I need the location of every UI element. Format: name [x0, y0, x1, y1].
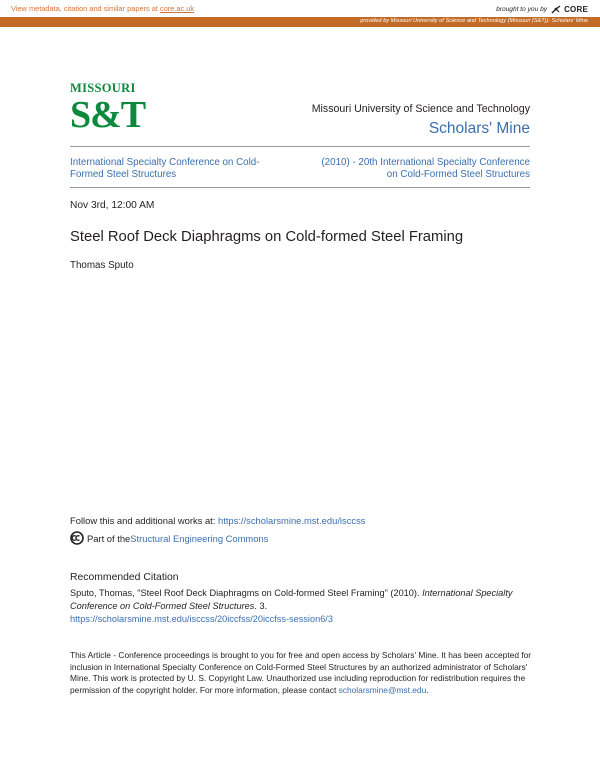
follow-text: Follow this and additional works at:	[70, 515, 218, 526]
logo-st-text: S&T	[70, 94, 146, 136]
core-logo-icon	[550, 4, 562, 14]
core-provided-bar	[0, 17, 600, 27]
core-view-text: View metadata, citation and similar papers at	[11, 4, 160, 13]
collection-link-left[interactable]	[70, 157, 290, 181]
notice-end: .	[426, 684, 429, 695]
creative-commons-icon	[70, 531, 84, 545]
paper-author: Thomas Sputo	[70, 260, 134, 271]
collection-right-line1: (2010) - 20th International Specialty Conference	[321, 157, 530, 168]
follow-line	[70, 515, 365, 526]
part-of-text: Part of the	[87, 532, 131, 544]
divider-bottom	[70, 187, 530, 188]
structural-engineering-commons-link[interactable]: Structural Engineering Commons	[130, 532, 269, 544]
core-brought-by[interactable]	[496, 4, 588, 14]
follow-url-link[interactable]: https://scholarsmine.mst.edu/isccss	[218, 515, 366, 526]
paper-title: Steel Roof Deck Diaphragms on Cold-formed Steel Framing	[70, 229, 464, 245]
collection-left-line2: Formed Steel Structures	[70, 169, 177, 180]
institution-name: Missouri University of Science and Technology	[311, 103, 530, 115]
citation-url-link[interactable]: https://scholarsmine.mst.edu/isccss/20iccfss/20iccfss-session6/3	[70, 614, 333, 624]
logo-missouri-text: MISSOURI	[70, 81, 136, 95]
paper-date: Nov 3rd, 12:00 AM	[70, 200, 155, 211]
collection-left-line1: International Specialty Conference on Cold-	[70, 157, 260, 168]
contact-email-link[interactable]: scholarsmine@mst.edu	[338, 684, 427, 695]
citation-prefix: Sputo, Thomas, "Steel Roof Deck Diaphragms on Cold-formed Steel Framing" (2010).	[70, 588, 423, 598]
mst-logo	[70, 81, 146, 136]
collection-link-right[interactable]	[290, 157, 530, 181]
core-banner	[0, 0, 600, 17]
access-notice	[70, 650, 540, 696]
repository-link[interactable]: Scholars' Mine	[428, 120, 530, 137]
core-label: CORE	[564, 4, 588, 14]
divider-top	[70, 146, 530, 147]
part-of-line	[70, 531, 268, 545]
core-provided-text: provided by Missouri University of Science and Technology (Missouri (S&T)): Scholars' Mine	[360, 18, 588, 24]
recommended-citation-heading: Recommended Citation	[70, 572, 179, 583]
collection-right-line2: on Cold-Formed Steel Structures	[386, 169, 530, 180]
citation-volume: . 3.	[254, 601, 268, 611]
core-view-link[interactable]: core.ac.uk	[160, 4, 195, 13]
core-brought-text: brought to you by	[496, 5, 548, 13]
citation-journal: International Specialty Conference on Cold-Formed Steel Structures	[70, 588, 513, 611]
core-view-metadata[interactable]	[11, 4, 194, 13]
citation-text	[70, 587, 540, 626]
notice-text: This Article - Conference proceedings is brought to you for free and open access by Scholars' Mine. It has been accepted for inclusion in International Specialty Conference on Cold-Formed Steel Structures by an authorized administrator of Scholars' Mine. This work is protected by U. S. Copyright Law. Unauthorized use including reproduction for redistribution requires the permission of the copyright holder. For more information, please contact	[70, 650, 532, 695]
